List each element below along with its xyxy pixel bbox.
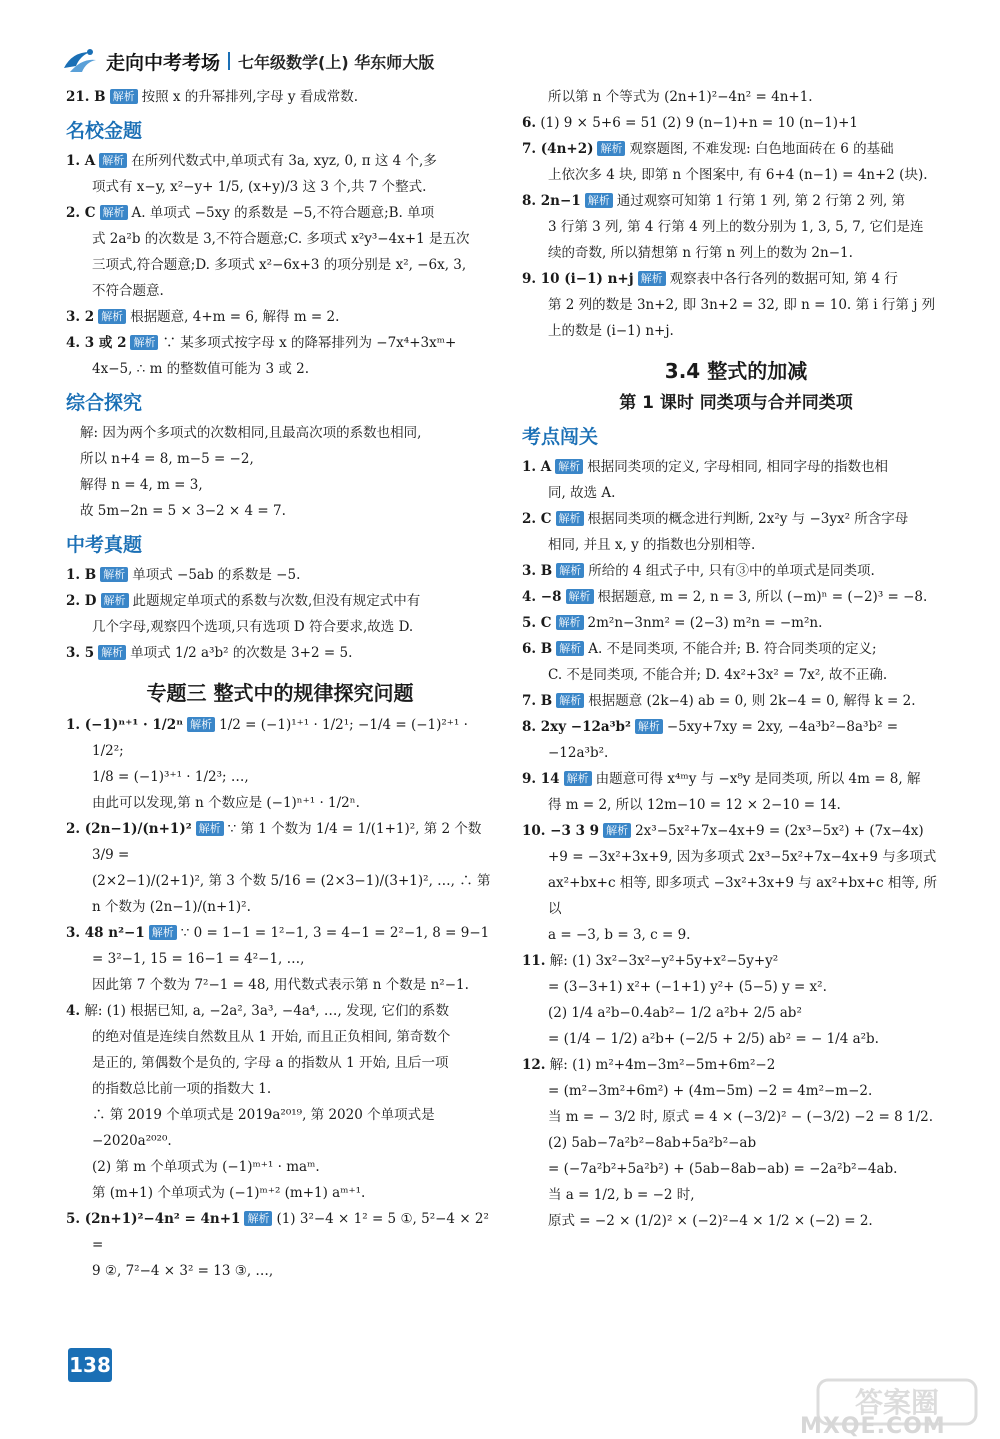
lesson-title: 第 1 课时 同类项与合并同类项 <box>619 393 853 413</box>
answer-continuation: (2×2−1)/(2+1)², 第 3 个数 5/16 = (2×3−1)/(3+1)², …, ∴ 第 n 个数为 (2n−1)/(n+1)². <box>92 873 491 915</box>
section-heading: 名校金题 <box>66 120 143 142</box>
answer-text: 解: (1) 3x²−3x²−y²+5y+x²−5y+y² <box>549 953 779 969</box>
answer-text: ∵ 0 = 1−1 = 1²−1, 3 = 4−1 = 2²−1, 8 = 9−1 <box>180 925 490 941</box>
answer-text: 1/2 = (−1)¹⁺¹ · 1/2¹; −1/4 = (−1)²⁺¹ · 1/2²; <box>92 717 468 759</box>
answer-continuation: (2) 5ab−7a²b²−8ab+5a²b²−ab <box>548 1135 757 1151</box>
answer-text: 解: (1) m²+4m−3m²−5m+6m²−2 <box>549 1057 776 1073</box>
answer-item <box>522 110 950 136</box>
analysis-tag: 解析 <box>566 589 594 604</box>
analysis-tag: 解析 <box>244 1211 272 1226</box>
right-column <box>522 84 950 1234</box>
answer-number: 6. <box>522 115 537 131</box>
answer-text: 2x³−5x²+7x−4x+9 = (2x³−5x²) + (7x−4x) <box>635 823 924 839</box>
answer-item <box>522 948 950 974</box>
answer-item <box>522 766 950 792</box>
answer-continuation: ∴ 第 2019 个单项式是 2019a²⁰¹⁹, 第 2020 个单项式是 −2020a²⁰²⁰. <box>92 1107 435 1149</box>
answer-continuation: 当 m = − 3/2 时, 原式 = 4 × (−3/2)² − (−3/2) −2 = 8 1/2. <box>548 1109 934 1125</box>
answer-continuation: a = −3, b = 3, c = 9. <box>548 927 691 943</box>
analysis-tag: 解析 <box>556 563 584 578</box>
answer-text: 根据题意, m = 2, n = 3, 所以 (−m)ⁿ = (−2)³ = −8. <box>597 589 928 605</box>
header-divider <box>228 52 230 70</box>
answer-text: A. 单项式 −5xy 的系数是 −5,不符合题意;B. 单项 <box>131 205 435 221</box>
chapter-title: 3.4 整式的加减 <box>664 359 808 383</box>
answer-continuation: 是正的, 第偶数个是负的, 字母 a 的指数从 1 开始, 且后一项 <box>92 1055 449 1071</box>
solution-line: 解得 n = 4, m = 3, <box>80 477 203 493</box>
analysis-tag: 解析 <box>597 141 625 156</box>
analysis-tag: 解析 <box>556 511 584 526</box>
answer-item <box>66 920 494 946</box>
answer-continuation: 得 m = 2, 所以 12m−10 = 12 × 2−10 = 14. <box>548 797 841 813</box>
answer-number: 4. −8 <box>522 589 562 605</box>
answer-number: 5. C <box>522 615 552 631</box>
section-heading: 考点闯关 <box>522 426 599 448</box>
answer-item <box>66 998 494 1024</box>
answer-item <box>522 584 950 610</box>
answer-item <box>66 816 494 868</box>
answer-item <box>66 712 494 764</box>
answer-number: 6. B <box>522 641 553 657</box>
analysis-tag: 解析 <box>564 771 592 786</box>
answer-number: 7. (4n+2) <box>522 141 594 157</box>
answer-item <box>522 1052 950 1078</box>
answer-text: 观察题图, 不难发现: 白色地面砖在 6 的基础 <box>629 141 894 157</box>
analysis-tag: 解析 <box>585 193 613 208</box>
answer-item <box>66 562 494 588</box>
answer-continuation: 式 2a²b 的次数是 3,不符合题意;C. 多项式 x²y³−4x+1 是五次 <box>92 231 470 247</box>
answer-item <box>522 714 950 766</box>
analysis-tag: 解析 <box>98 309 126 324</box>
answer-number: 7. B <box>522 693 553 709</box>
answer-continuation: 第 2 列的数是 3n+2, 即 3n+2 = 32, 即 n = 10. 第 i 行第 j 列 <box>548 297 936 313</box>
answer-continuation: 不符合题意. <box>92 283 164 299</box>
answer-text: 根据同类项的概念进行判断, 2x²y 与 −3yx² 所含字母 <box>587 511 909 527</box>
analysis-tag: 解析 <box>555 459 583 474</box>
answer-continuation: 同, 故选 A. <box>548 485 616 501</box>
answer-continuation: = 3²−1, 15 = 16−1 = 4²−1, …, <box>92 951 305 967</box>
answer-number: 21. B <box>66 89 106 105</box>
answer-item <box>66 304 494 330</box>
analysis-tag: 解析 <box>110 89 138 104</box>
page-number: 138 <box>68 1348 112 1382</box>
analysis-tag: 解析 <box>556 615 584 630</box>
analysis-tag: 解析 <box>149 925 177 940</box>
analysis-tag: 解析 <box>635 719 663 734</box>
answer-item <box>66 84 494 110</box>
answer-continuation: 4x−5, ∴ m 的整数值可能为 3 或 2. <box>92 361 310 377</box>
answer-number: 11. <box>522 953 546 969</box>
answer-continuation: ax²+bx+c 相等, 即多项式 −3x²+3x+9 与 ax²+bx+c 相等, 所以 <box>548 875 937 917</box>
answer-continuation: 项式有 x−y, x²−y+ 1/5, (x+y)/3 这 3 个,共 7 个整式. <box>92 179 427 195</box>
answer-item <box>66 200 494 226</box>
answer-number: 5. (2n+1)²−4n² = 4n+1 <box>66 1211 241 1227</box>
answer-item <box>66 1206 494 1258</box>
book-logo-icon <box>60 46 100 76</box>
answer-text: 单项式 −5ab 的系数是 −5. <box>132 567 301 583</box>
watermark-seal-text: 答案圈 <box>854 1386 940 1419</box>
answer-text: (1) 3²−4 × 1² = 5 ①, 5²−4 × 2² = <box>92 1211 489 1253</box>
answer-number: 9. 10 (i−1) n+j <box>522 271 634 287</box>
answer-number: 1. (−1)ⁿ⁺¹ · 1/2ⁿ <box>66 717 184 733</box>
analysis-tag: 解析 <box>603 823 631 838</box>
answer-item <box>522 454 950 480</box>
answer-continuation: 第 (m+1) 个单项式为 (−1)ᵐ⁺² (m+1) aᵐ⁺¹. <box>92 1185 366 1201</box>
answer-continuation: 当 a = 1/2, b = −2 时, <box>548 1187 695 1203</box>
analysis-tag: 解析 <box>638 271 666 286</box>
brand-title: 走向中考考场 <box>106 51 221 74</box>
answer-number: 3. 5 <box>66 645 95 661</box>
analysis-tag: 解析 <box>101 593 129 608</box>
answer-number: 4. 3 或 2 <box>66 335 127 351</box>
answer-text: 根据题意 (2k−4) ab = 0, 则 2k−4 = 0, 解得 k = 2. <box>588 693 916 709</box>
answer-number: 3. B <box>522 563 553 579</box>
answer-continuation: +9 = −3x²+3x+9, 因为多项式 2x³−5x²+7x−4x+9 与多项式 <box>548 849 937 865</box>
answer-continuation: = (3−3+1) x²+ (−1+1) y²+ (5−5) y = x². <box>548 979 827 995</box>
analysis-tag: 解析 <box>196 821 224 836</box>
section-heading: 综合探究 <box>66 392 143 414</box>
answer-item <box>522 818 950 844</box>
answer-text: A. 不是同类项, 不能合并; B. 符合同类项的定义; <box>588 641 877 657</box>
answer-item <box>522 136 950 162</box>
answer-continuation: 的指数总比前一项的指数大 1. <box>92 1081 272 1097</box>
answer-continuation: 原式 = −2 × (1/2)² × (−2)²−4 × 1/2 × (−2) = 2. <box>548 1213 873 1229</box>
answer-text: 2m²n−3nm² = (2−3) m²n = −m²n. <box>587 615 823 631</box>
answer-text: 此题规定单项式的系数与次数,但没有规定式中有 <box>132 593 421 609</box>
answer-continuation: C. 不是同类项, 不能合并; D. 4x²+3x² = 7x², 故不正确. <box>548 667 888 683</box>
analysis-tag: 解析 <box>100 205 128 220</box>
answer-number: 3. 48 n²−1 <box>66 925 145 941</box>
answer-continuation: 几个字母,观察四个选项,只有选项 D 符合要求,故选 D. <box>92 619 414 635</box>
answer-continuation: 三项式,符合题意;D. 多项式 x²−6x+3 的项分别是 x², −6x, 3, <box>92 257 467 273</box>
answer-continuation: = (1/4 − 1/2) a²b+ (−2/5 + 2/5) ab² = − 1/4 a²b. <box>548 1031 879 1047</box>
answer-item <box>522 266 950 292</box>
answer-number: 12. <box>522 1057 546 1073</box>
answer-text: 所给的 4 组式子中, 只有③中的单项式是同类项. <box>588 563 875 579</box>
answer-number: 1. B <box>66 567 97 583</box>
answer-text: 根据题意, 4+m = 6, 解得 m = 2. <box>130 309 340 325</box>
answer-continuation: 的绝对值是连续自然数且从 1 开始, 而且正负相间, 第奇数个 <box>92 1029 451 1045</box>
watermark-text: MXQE.COM <box>800 1414 946 1439</box>
answer-item <box>522 610 950 636</box>
analysis-tag: 解析 <box>98 645 126 660</box>
page-header <box>60 44 940 78</box>
analysis-tag: 解析 <box>100 567 128 582</box>
solution-line: 故 5m−2n = 5 × 3−2 × 4 = 7. <box>80 503 286 519</box>
answer-item <box>522 188 950 214</box>
answer-continuation: 所以第 n 个等式为 (2n+1)²−4n² = 4n+1. <box>548 89 813 105</box>
answer-continuation: 上的数是 (i−1) n+j. <box>548 323 674 339</box>
answer-item <box>522 506 950 532</box>
answer-continuation: = (m²−3m²+6m²) + (4m−5m) −2 = 4m²−m−2. <box>548 1083 873 1099</box>
answer-number: 1. A <box>522 459 552 475</box>
answer-continuation: 相同, 并且 x, y 的指数也分别相等. <box>548 537 756 553</box>
solution-line: 解: 因为两个多项式的次数相同,且最高次项的系数也相同, <box>80 425 422 441</box>
answer-continuation: 因此第 7 个数为 7²−1 = 48, 用代数式表示第 n 个数是 n²−1. <box>92 977 469 993</box>
answer-text: ∵ 第 1 个数为 1/4 = 1/(1+1)², 第 2 个数 3/9 = <box>92 821 482 863</box>
answer-text: (1) 9 × 5+6 = 51 (2) 9 (n−1)+n = 10 (n−1)+1 <box>540 115 858 131</box>
answer-continuation: (2) 1/4 a²b−0.4ab²− 1/2 a²b+ 2/5 ab² <box>548 1005 802 1021</box>
answer-text: 观察表中各行各列的数据可知, 第 4 行 <box>669 271 898 287</box>
answer-continuation: (2) 第 m 个单项式为 (−1)ᵐ⁺¹ · maᵐ. <box>92 1159 320 1175</box>
answer-item <box>522 558 950 584</box>
solution-line: 所以 n+4 = 8, m−5 = −2, <box>80 451 254 467</box>
answer-continuation: 上依次多 4 块, 即第 n 个图案中, 有 6+4 (n−1) = 4n+2 (块). <box>548 167 928 183</box>
answer-text: ∵ 某多项式按字母 x 的降幂排列为 −7x⁴+3xᵐ+ <box>162 335 457 351</box>
answer-item <box>522 688 950 714</box>
answer-number: 4. <box>66 1003 81 1019</box>
answer-item <box>522 636 950 662</box>
analysis-tag: 解析 <box>556 693 584 708</box>
answer-number: 3. 2 <box>66 309 95 325</box>
answer-text: 通过观察可知第 1 行第 1 列, 第 2 行第 2 列, 第 <box>616 193 906 209</box>
answer-number: 2. C <box>522 511 552 527</box>
book-subtitle: 七年级数学(上) 华东师大版 <box>238 52 435 72</box>
answer-text: −5xy+7xy = 2xy, −4a³b²−8a³b² = −12a³b². <box>548 719 899 761</box>
answer-text: 解: (1) 根据已知, a, −2a², 3a³, −4a⁴, …, 发现, 它们的系数 <box>84 1003 450 1019</box>
answer-number: 9. 14 <box>522 771 560 787</box>
answer-number: 10. −3 3 9 <box>522 823 600 839</box>
answer-text: 根据同类项的定义, 字母相同, 相同字母的指数也相 <box>587 459 888 475</box>
answer-continuation: 续的奇数, 所以猜想第 n 行第 n 列上的数为 2n−1. <box>548 245 853 261</box>
answer-item <box>66 588 494 614</box>
analysis-tag: 解析 <box>187 717 215 732</box>
answer-number: 1. A <box>66 153 96 169</box>
answer-continuation: 由此可以发现,第 n 个数应是 (−1)ⁿ⁺¹ · 1/2ⁿ. <box>92 795 360 811</box>
answer-text: 在所列代数式中,单项式有 3a, xyz, 0, π 这 4 个,多 <box>131 153 437 169</box>
answer-continuation: 3 行第 3 列, 第 4 行第 4 列上的数分别为 1, 3, 5, 7, 它们是连 <box>548 219 924 235</box>
answer-text: 由题意可得 x⁴ᵐy 与 −x⁸y 是同类项, 所以 4m = 8, 解 <box>595 771 921 787</box>
answer-number: 2. C <box>66 205 96 221</box>
answer-number: 8. 2n−1 <box>522 193 581 209</box>
analysis-tag: 解析 <box>130 335 158 350</box>
chapter-title: 专题三 整式中的规律探究问题 <box>146 681 414 705</box>
answer-continuation: 9 ②, 7²−4 × 3² = 13 ③, …, <box>92 1263 274 1279</box>
left-column <box>66 84 494 1284</box>
answer-text: 按照 x 的升幂排列,字母 y 看成常数. <box>141 89 359 105</box>
section-heading: 中考真题 <box>66 534 143 556</box>
answer-number: 2. (2n−1)/(n+1)² <box>66 821 192 837</box>
answer-continuation: = (−7a²b²+5a²b²) + (5ab−8ab−ab) = −2a²b²−4ab. <box>548 1161 898 1177</box>
answer-number: 2. D <box>66 593 97 609</box>
answer-number: 8. 2xy −12a³b² <box>522 719 631 735</box>
analysis-tag: 解析 <box>556 641 584 656</box>
answer-continuation: 1/8 = (−1)³⁺¹ · 1/2³; …, <box>92 769 249 785</box>
answer-item <box>66 330 494 356</box>
answer-item <box>66 640 494 666</box>
answer-text: 单项式 1/2 a³b² 的次数是 3+2 = 5. <box>130 645 353 661</box>
answer-item <box>66 148 494 174</box>
analysis-tag: 解析 <box>99 153 127 168</box>
